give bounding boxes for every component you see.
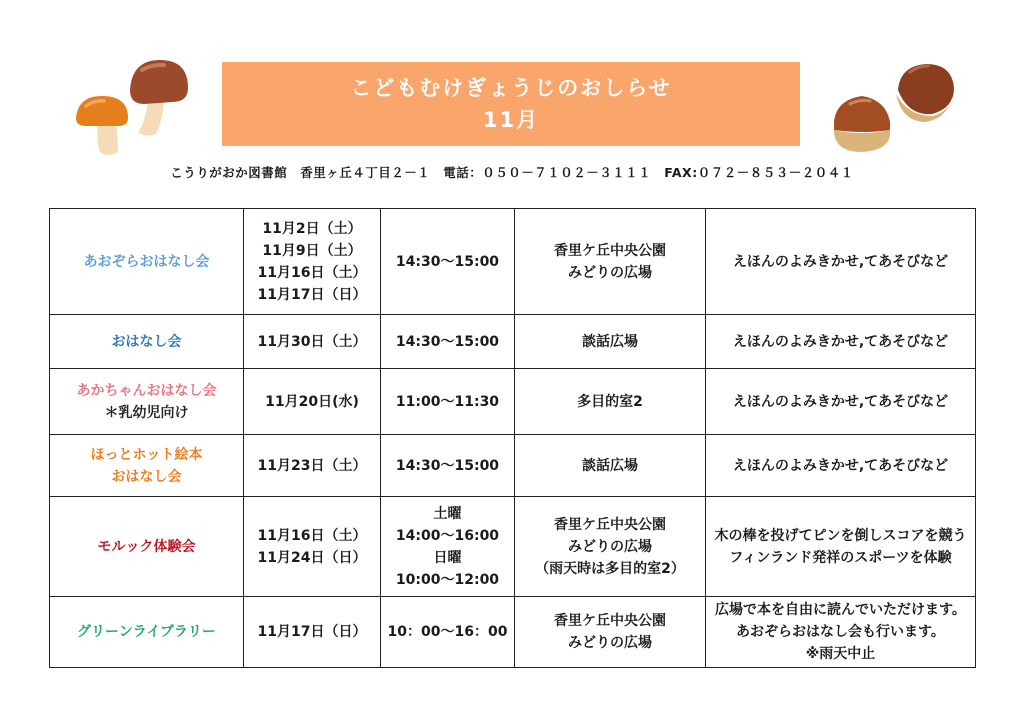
event-place-line: 香里ケ丘中央公園: [554, 242, 666, 259]
event-time-line: 11:00～11:30: [395, 393, 500, 410]
event-dates-line: 11月17日（日）: [257, 624, 367, 640]
event-place-line: 香里ケ丘中央公園: [554, 613, 666, 629]
event-name-line: グリーンライブラリー: [77, 624, 216, 640]
event-dates-line: 11月23日（土）: [257, 457, 367, 474]
event-place-line: 香里ケ丘中央公園: [554, 516, 666, 533]
event-place-line: （雨天時は多目的室2）: [535, 560, 685, 577]
event-name-line: おはなし会: [111, 333, 182, 350]
chestnut-illustration: [828, 60, 958, 156]
event-name: [50, 369, 244, 435]
event-time-line: 14:30～15:00: [395, 457, 500, 474]
event-place: [515, 597, 706, 668]
events-table: [49, 208, 976, 668]
mushroom-large-icon: [130, 60, 188, 136]
event-row: [50, 209, 976, 315]
event-description-line: えほんのよみきかせ,てあそびなど: [732, 253, 949, 270]
event-name: [50, 315, 244, 369]
event-place-line: みどりの広場: [568, 635, 652, 651]
event-description-line: えほんのよみきかせ,てあそびなど: [732, 333, 949, 350]
event-time-line: 14:30～15:00: [395, 253, 500, 270]
event-time: [381, 315, 515, 369]
event-row: [50, 315, 976, 369]
event-audience-note: ＊乳幼児向け: [104, 404, 189, 421]
mushroom-illustration: [72, 56, 192, 160]
event-time-line: 土曜: [433, 505, 462, 522]
event-time: [381, 369, 515, 435]
event-dates-line: 11月17日（日）: [257, 286, 367, 303]
event-name-line: おはなし会: [111, 468, 182, 485]
event-name-line: モルック体験会: [97, 538, 196, 555]
event-dates: [244, 209, 381, 315]
event-row: [50, 597, 976, 668]
event-row: [50, 497, 976, 597]
event-name-line: ほっとホット絵本: [90, 446, 203, 463]
event-dates: [244, 435, 381, 497]
title-banner: [222, 62, 800, 146]
event-dates: [244, 597, 381, 668]
event-name-line: あおぞらおはなし会: [83, 253, 210, 270]
event-dates-line: 11月16日（土）: [257, 264, 367, 281]
event-name-line: あかちゃんおはなし会: [76, 382, 217, 399]
event-row: [50, 369, 976, 435]
event-dates: [244, 369, 381, 435]
event-description-line: 木の棒を投げてピンを倒しスコアを競う: [714, 527, 967, 544]
event-description: [706, 369, 976, 435]
event-dates: [244, 315, 381, 369]
event-time: [381, 497, 515, 597]
event-time-line: 14:00～16:00: [395, 527, 500, 544]
event-dates-line: 11月9日（土）: [262, 242, 362, 259]
event-row: [50, 435, 976, 497]
month-title: 11月: [482, 108, 540, 132]
event-time: [381, 435, 515, 497]
event-place-line: 談話広場: [582, 457, 638, 474]
event-place-line: 多目的室2: [577, 393, 643, 410]
chestnut-left-icon: [834, 96, 890, 152]
event-name: [50, 435, 244, 497]
event-name: [50, 497, 244, 597]
event-description-line: えほんのよみきかせ,てあそびなど: [732, 457, 949, 474]
event-place-line: みどりの広場: [568, 538, 652, 555]
page-title: こどもむけぎょうじのおしらせ: [350, 76, 672, 100]
event-time-line: 14:30～15:00: [395, 333, 500, 350]
event-place-line: 談話広場: [582, 333, 638, 350]
event-place: [515, 497, 706, 597]
event-description-line: 広場で本を自由に読んでいただけます。: [715, 602, 966, 618]
event-description-line: フィンランド発祥のスポーツを体験: [729, 549, 952, 566]
event-description: [706, 435, 976, 497]
event-name: [50, 597, 244, 668]
mushroom-small-icon: [76, 96, 128, 155]
event-description: [706, 209, 976, 315]
event-time: [381, 209, 515, 315]
event-place: [515, 369, 706, 435]
chestnut-right-icon: [896, 64, 954, 122]
event-description-line: えほんのよみきかせ,てあそびなど: [732, 393, 949, 410]
event-dates: [244, 497, 381, 597]
event-time: [381, 597, 515, 668]
event-description: [706, 315, 976, 369]
event-place: [515, 209, 706, 315]
event-name: [50, 209, 244, 315]
event-dates-line: 11月2日（土）: [262, 220, 362, 237]
event-time-line: 日曜: [433, 549, 462, 566]
event-place: [515, 315, 706, 369]
event-place-line: みどりの広場: [568, 264, 652, 281]
library-info: こうりがおか図書館 香里ヶ丘４丁目２－１ 電話：０５０－７１０２－３１１１ FAX:０７２－８５３－２０４１: [170, 165, 854, 180]
event-description-line: ※雨天中止: [805, 646, 876, 662]
event-place: [515, 435, 706, 497]
event-time-line: 10:00～12:00: [395, 571, 500, 588]
event-dates-line: 11月20日(水): [265, 393, 359, 410]
event-description: [706, 597, 976, 668]
event-description: [706, 497, 976, 597]
event-dates-line: 11月30日（土）: [257, 333, 367, 350]
event-description-line: あおぞらおはなし会も行います。: [736, 624, 945, 640]
event-dates-line: 11月16日（土）: [257, 527, 367, 544]
event-time-line: 10：00～16：00: [387, 624, 508, 640]
event-dates-line: 11月24日（日）: [257, 549, 367, 566]
